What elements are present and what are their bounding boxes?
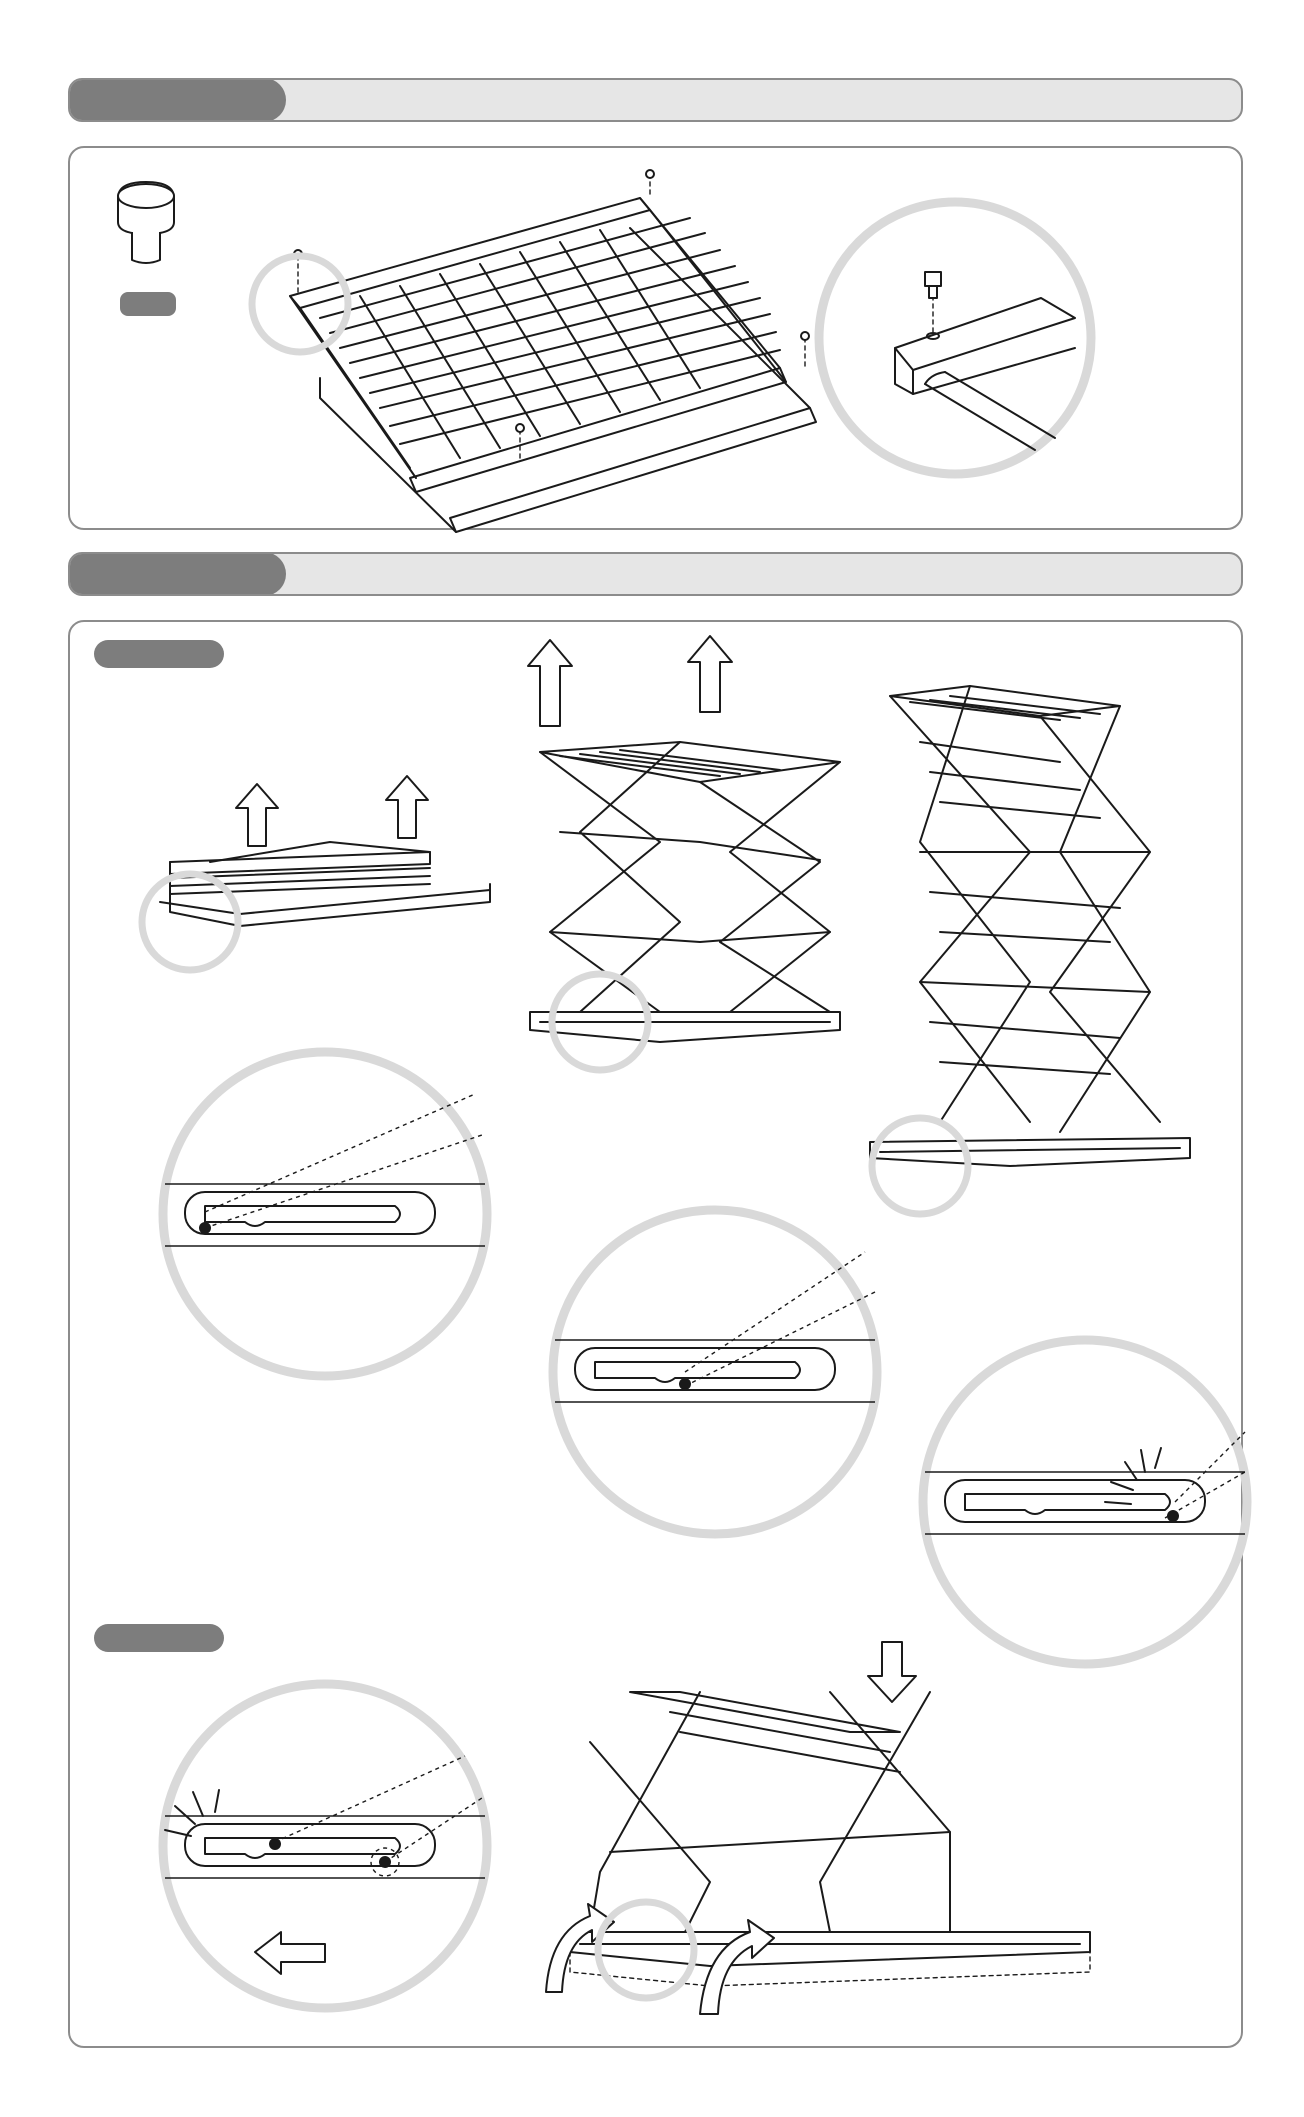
slot-zoom-detail-4 bbox=[145, 1666, 505, 2026]
slot-zoom-detail-2 bbox=[535, 1192, 895, 1552]
rack-fully-unfolded bbox=[860, 682, 1280, 1202]
foot-cap-icon bbox=[112, 174, 182, 304]
step-1-header-bar bbox=[68, 78, 1243, 122]
rack-folding-down bbox=[530, 1632, 1130, 2032]
arrow-up-icon bbox=[382, 772, 432, 842]
click-sound-icon bbox=[1105, 1448, 1161, 1504]
step-1-tab bbox=[68, 78, 286, 122]
slot-zoom-detail-1 bbox=[145, 1034, 505, 1394]
step-2-tab bbox=[68, 552, 286, 596]
arrow-down-icon bbox=[868, 1642, 916, 1702]
folded-rack-illustration bbox=[220, 168, 870, 528]
arrow-left-icon bbox=[255, 1932, 325, 1974]
step-2-header-bar bbox=[68, 552, 1243, 596]
step-2-panel bbox=[68, 620, 1243, 2048]
foot-cap-zoom-detail bbox=[805, 188, 1105, 488]
sub-step-a-badge bbox=[94, 640, 224, 668]
arrow-up-icon bbox=[232, 780, 282, 850]
sub-step-b-badge bbox=[94, 1624, 224, 1652]
step-1-panel bbox=[68, 146, 1243, 530]
slot-zoom-detail-3 bbox=[905, 1322, 1265, 1682]
part-quantity-badge bbox=[120, 292, 176, 316]
